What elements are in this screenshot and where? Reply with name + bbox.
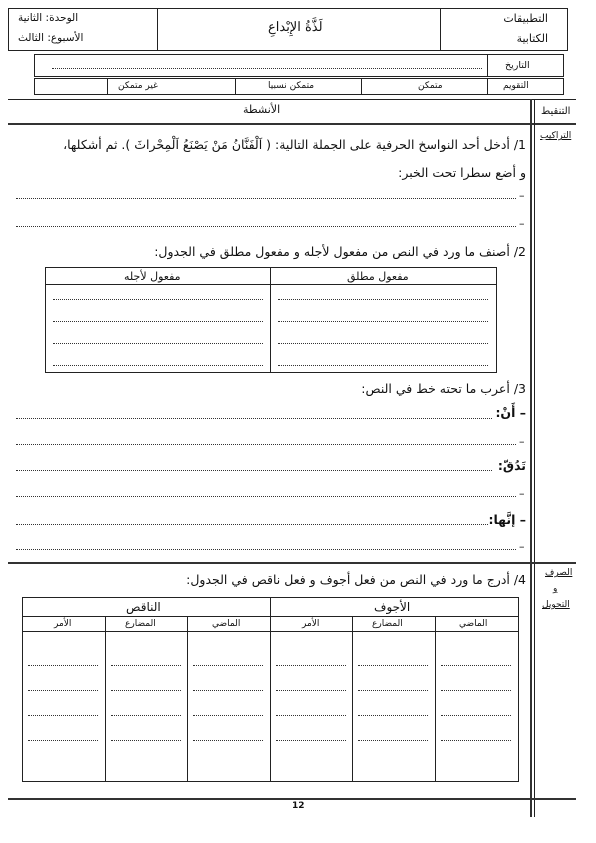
- page-number: 12: [292, 801, 305, 811]
- q4-group-divider: [270, 597, 271, 782]
- q3-dash: –: [519, 540, 525, 553]
- bottom-rule: [8, 798, 576, 800]
- date-row-divider: [487, 54, 488, 77]
- q4-answer-line[interactable]: [276, 690, 346, 691]
- q4-answer-line[interactable]: [193, 665, 263, 666]
- q2-absolute-line[interactable]: [278, 365, 488, 366]
- q2-purpose-line[interactable]: [53, 343, 263, 344]
- week-label: الأسبوع: الثالث: [18, 32, 84, 44]
- eval-label: التقويم: [503, 81, 529, 91]
- q4-sub-rule: [22, 631, 519, 632]
- q4-hollow-imperative: الأمر: [302, 619, 320, 629]
- q4-hollow-present: المضارع: [372, 619, 403, 629]
- q2-absolute-line[interactable]: [278, 343, 488, 344]
- activities-column-header: الأنشطة: [243, 103, 281, 116]
- top-rule: [8, 99, 576, 100]
- q1-dash-2: –: [519, 217, 525, 230]
- q3-answer-line[interactable]: [16, 444, 516, 445]
- section-rule: [8, 562, 576, 564]
- q1-text-2: و أضع سطرا تحت الخبر:: [398, 165, 526, 180]
- q3-answer-line[interactable]: [16, 470, 492, 471]
- q4-defective-past: الماضي: [212, 619, 241, 629]
- grading-divider-inner: [534, 99, 535, 817]
- q3-word-3: – إنَّها:: [488, 512, 526, 527]
- q4-answer-line[interactable]: [193, 690, 263, 691]
- q4-sub-divider: [352, 616, 353, 782]
- section-morphology: الصرف: [545, 568, 573, 578]
- q4-answer-line[interactable]: [358, 715, 428, 716]
- q4-group-hollow: الأجوف: [374, 600, 411, 614]
- q2-col-absolute: مفعول مطلق: [347, 270, 409, 283]
- q4-sub-divider: [435, 616, 436, 782]
- header-divider-left: [157, 8, 158, 51]
- q2-text: 2/ أصنف ما ورد في النص من مفعول لأجله و مفعول مطلق في الجدول:: [154, 244, 526, 259]
- q3-answer-line[interactable]: [16, 418, 492, 419]
- q4-answer-line[interactable]: [111, 665, 181, 666]
- q4-answer-line[interactable]: [193, 715, 263, 716]
- q1-answer-line-1[interactable]: [16, 198, 516, 199]
- q2-purpose-line[interactable]: [53, 299, 263, 300]
- section-morphology-and: و: [553, 584, 558, 594]
- q4-answer-line[interactable]: [111, 715, 181, 716]
- q3-text: 3/ أعرب ما تحته خط في النص:: [361, 381, 526, 396]
- q4-answer-line[interactable]: [358, 740, 428, 741]
- section-transformation: التحويل: [542, 600, 570, 610]
- q3-word-1: – أَنْ:: [495, 405, 526, 420]
- eval-div-1: [487, 78, 488, 95]
- q1-text: 1/ أدخل أحد النواسخ الحرفية على الجملة التالية: ( اَلْفَنَّانُ مَنْ يَصْنَعُ اَلْمِحْراثَ ). ثم أشكلها،: [63, 137, 526, 152]
- eval-div-2: [361, 78, 362, 95]
- q2-col-purpose: مفعول لأجله: [124, 270, 181, 283]
- q4-answer-line[interactable]: [28, 740, 98, 741]
- page-title: لَذَّةُ الإِبْداعِ: [268, 20, 323, 35]
- q3-answer-line[interactable]: [16, 549, 516, 550]
- eval-div-4: [107, 78, 108, 95]
- header-divider-right: [440, 8, 441, 51]
- grading-column-header: التنقيط: [541, 106, 571, 117]
- q4-answer-line[interactable]: [276, 665, 346, 666]
- header-right-top: التطبيقات: [503, 12, 548, 25]
- unit-label: الوحدة: الثانية: [18, 12, 79, 24]
- q2-absolute-line[interactable]: [278, 299, 488, 300]
- q2-table: [45, 267, 497, 373]
- q4-answer-line[interactable]: [441, 740, 511, 741]
- header-right-bottom: الكتابية: [516, 32, 548, 45]
- eval-div-3: [235, 78, 236, 95]
- date-field[interactable]: [52, 68, 482, 69]
- q4-answer-line[interactable]: [276, 740, 346, 741]
- q4-answer-line[interactable]: [111, 740, 181, 741]
- q4-answer-line[interactable]: [28, 665, 98, 666]
- eval-option-partial[interactable]: متمكن نسبيا: [268, 81, 315, 91]
- q3-dash: –: [519, 487, 525, 500]
- q2-table-divider: [270, 267, 271, 373]
- q2-table-header-rule: [45, 284, 497, 285]
- q4-defective-present: المضارع: [125, 619, 156, 629]
- q4-sub-divider: [105, 616, 106, 782]
- section-structures: التراكيب: [540, 131, 572, 141]
- date-row: [34, 54, 564, 77]
- q4-answer-line[interactable]: [358, 665, 428, 666]
- q2-purpose-line[interactable]: [53, 321, 263, 322]
- q3-dash: –: [519, 435, 525, 448]
- q4-answer-line[interactable]: [111, 690, 181, 691]
- q4-answer-line[interactable]: [441, 690, 511, 691]
- q4-defective-imperative: الأمر: [54, 619, 72, 629]
- q3-answer-line[interactable]: [16, 524, 488, 525]
- q4-answer-line[interactable]: [358, 690, 428, 691]
- q4-answer-line[interactable]: [441, 715, 511, 716]
- q4-group-rule: [22, 616, 519, 617]
- eval-option-not[interactable]: غير متمكن: [118, 81, 158, 91]
- date-label: التاريخ: [505, 60, 530, 71]
- eval-option-proficient[interactable]: متمكن: [418, 81, 443, 91]
- header-rule: [8, 123, 576, 125]
- q1-answer-line-2[interactable]: [16, 226, 516, 227]
- q1-dash-1: –: [519, 189, 525, 202]
- q4-answer-line[interactable]: [193, 740, 263, 741]
- q4-hollow-past: الماضي: [459, 619, 488, 629]
- q4-answer-line[interactable]: [441, 665, 511, 666]
- q2-absolute-line[interactable]: [278, 321, 488, 322]
- grading-divider: [530, 99, 532, 817]
- q3-answer-line[interactable]: [16, 496, 516, 497]
- q4-answer-line[interactable]: [28, 715, 98, 716]
- q4-sub-divider: [187, 616, 188, 782]
- q3-word-2: تَدُقّ:: [497, 458, 526, 473]
- q4-answer-line[interactable]: [28, 690, 98, 691]
- q4-group-defective: الناقص: [126, 600, 161, 614]
- q4-answer-line[interactable]: [276, 715, 346, 716]
- q4-text: 4/ أدرج ما ورد في النص من فعل أجوف و فعل ناقص في الجدول:: [186, 572, 526, 587]
- q2-purpose-line[interactable]: [53, 365, 263, 366]
